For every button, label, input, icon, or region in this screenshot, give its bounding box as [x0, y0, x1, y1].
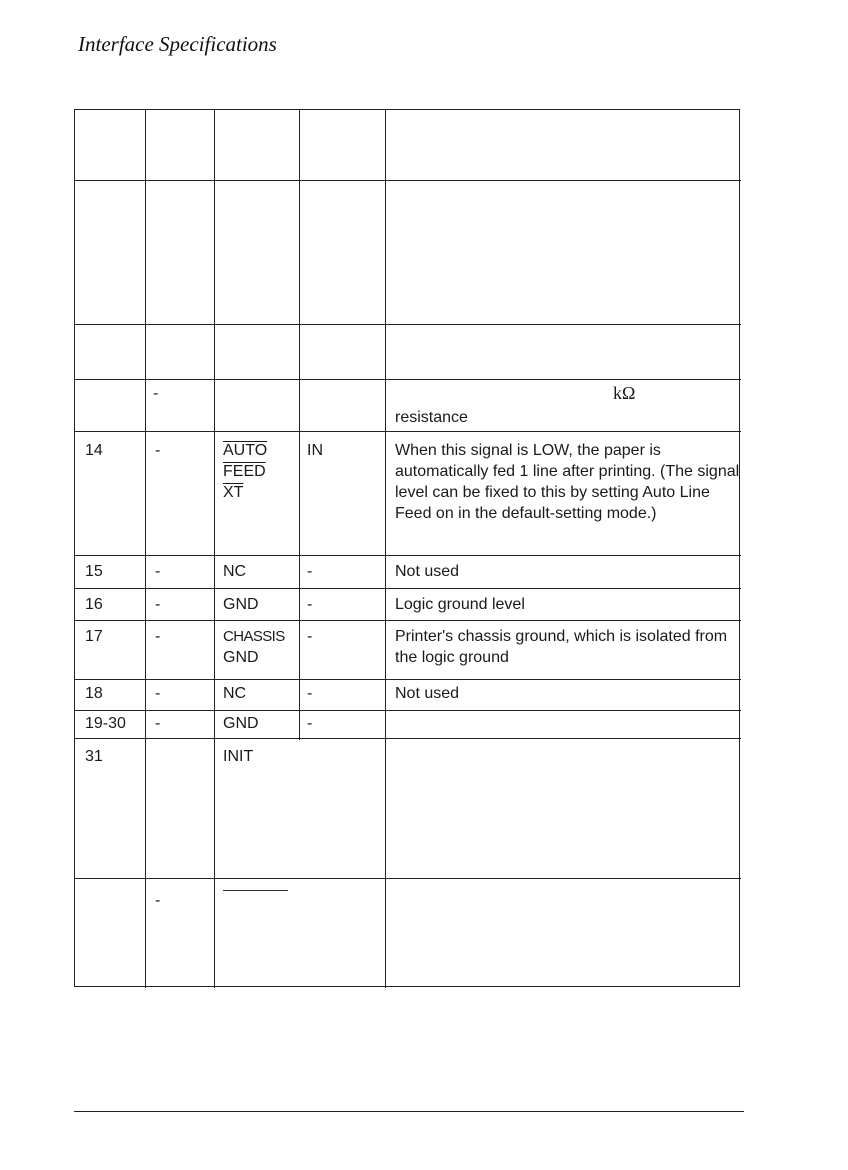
row-line-3 [75, 379, 741, 380]
row-line-8 [75, 679, 741, 680]
row-line-4 [75, 431, 741, 432]
signal-name: AUTO [223, 442, 268, 459]
row-line-7 [75, 620, 741, 621]
pin-number: 19-30 [85, 715, 126, 732]
return-pin: - [155, 715, 161, 732]
signal-name: FEED [223, 463, 266, 480]
direction: - [307, 715, 313, 732]
col-line-3-bottom [214, 878, 215, 988]
fragment-dash-a: - [153, 385, 159, 402]
description: Printer's chassis ground, which is isolated from the logic ground [395, 628, 728, 666]
fragment-dash-b: - [155, 892, 161, 909]
description: Logic ground level [395, 596, 525, 613]
row-line-1 [75, 180, 741, 181]
pin-number: 18 [85, 685, 103, 702]
col-line-1 [145, 110, 146, 988]
description: Not used [395, 563, 460, 580]
return-pin: - [155, 563, 161, 580]
row-line-11 [75, 878, 741, 879]
pin-number: 15 [85, 563, 103, 580]
signal-name: GND [223, 596, 259, 613]
fragment-resistance: resistance [395, 409, 468, 426]
pin-number: 16 [85, 596, 103, 613]
col-line-4 [385, 110, 386, 988]
signal-name: GND [223, 649, 259, 666]
direction: - [307, 596, 313, 613]
return-pin: - [155, 596, 161, 613]
pin-number: 14 [85, 442, 103, 459]
direction: IN [307, 442, 323, 459]
signal-overline-fragment [223, 890, 288, 891]
row-line-6 [75, 588, 741, 589]
description: When this signal is LOW, the paper is automatically fed 1 line after printing. (The signal level can be fixed to this by setting Auto Line Feed on in the default-setting mode.) [395, 442, 740, 522]
return-pin: - [155, 685, 161, 702]
footer-rule [74, 1111, 744, 1112]
signal-name: INIT [223, 748, 254, 765]
return-pin: - [155, 628, 161, 645]
page-header-title: Interface Specifications [78, 32, 277, 56]
row-line-2 [75, 324, 741, 325]
col-line-2 [214, 110, 215, 988]
description: Not used [395, 685, 460, 702]
row-line-10 [75, 738, 741, 739]
signal-name: NC [223, 563, 247, 580]
pin-number: 17 [85, 628, 103, 645]
return-pin: - [155, 442, 161, 459]
row-line-5 [75, 555, 741, 556]
signal-name: NC [223, 685, 247, 702]
direction: - [307, 563, 313, 580]
pin-assignment-table [74, 109, 740, 987]
row-line-9 [75, 710, 741, 711]
direction: - [307, 628, 313, 645]
fragment-kohm: kΩ [613, 383, 636, 403]
signal-name: GND [223, 715, 259, 732]
signal-name: $\overline{XT}$ [223, 484, 244, 501]
pin-number: 31 [85, 748, 103, 765]
col-line-3 [299, 110, 300, 740]
signal-name: CHASSIS [223, 628, 285, 645]
direction: - [307, 685, 313, 702]
